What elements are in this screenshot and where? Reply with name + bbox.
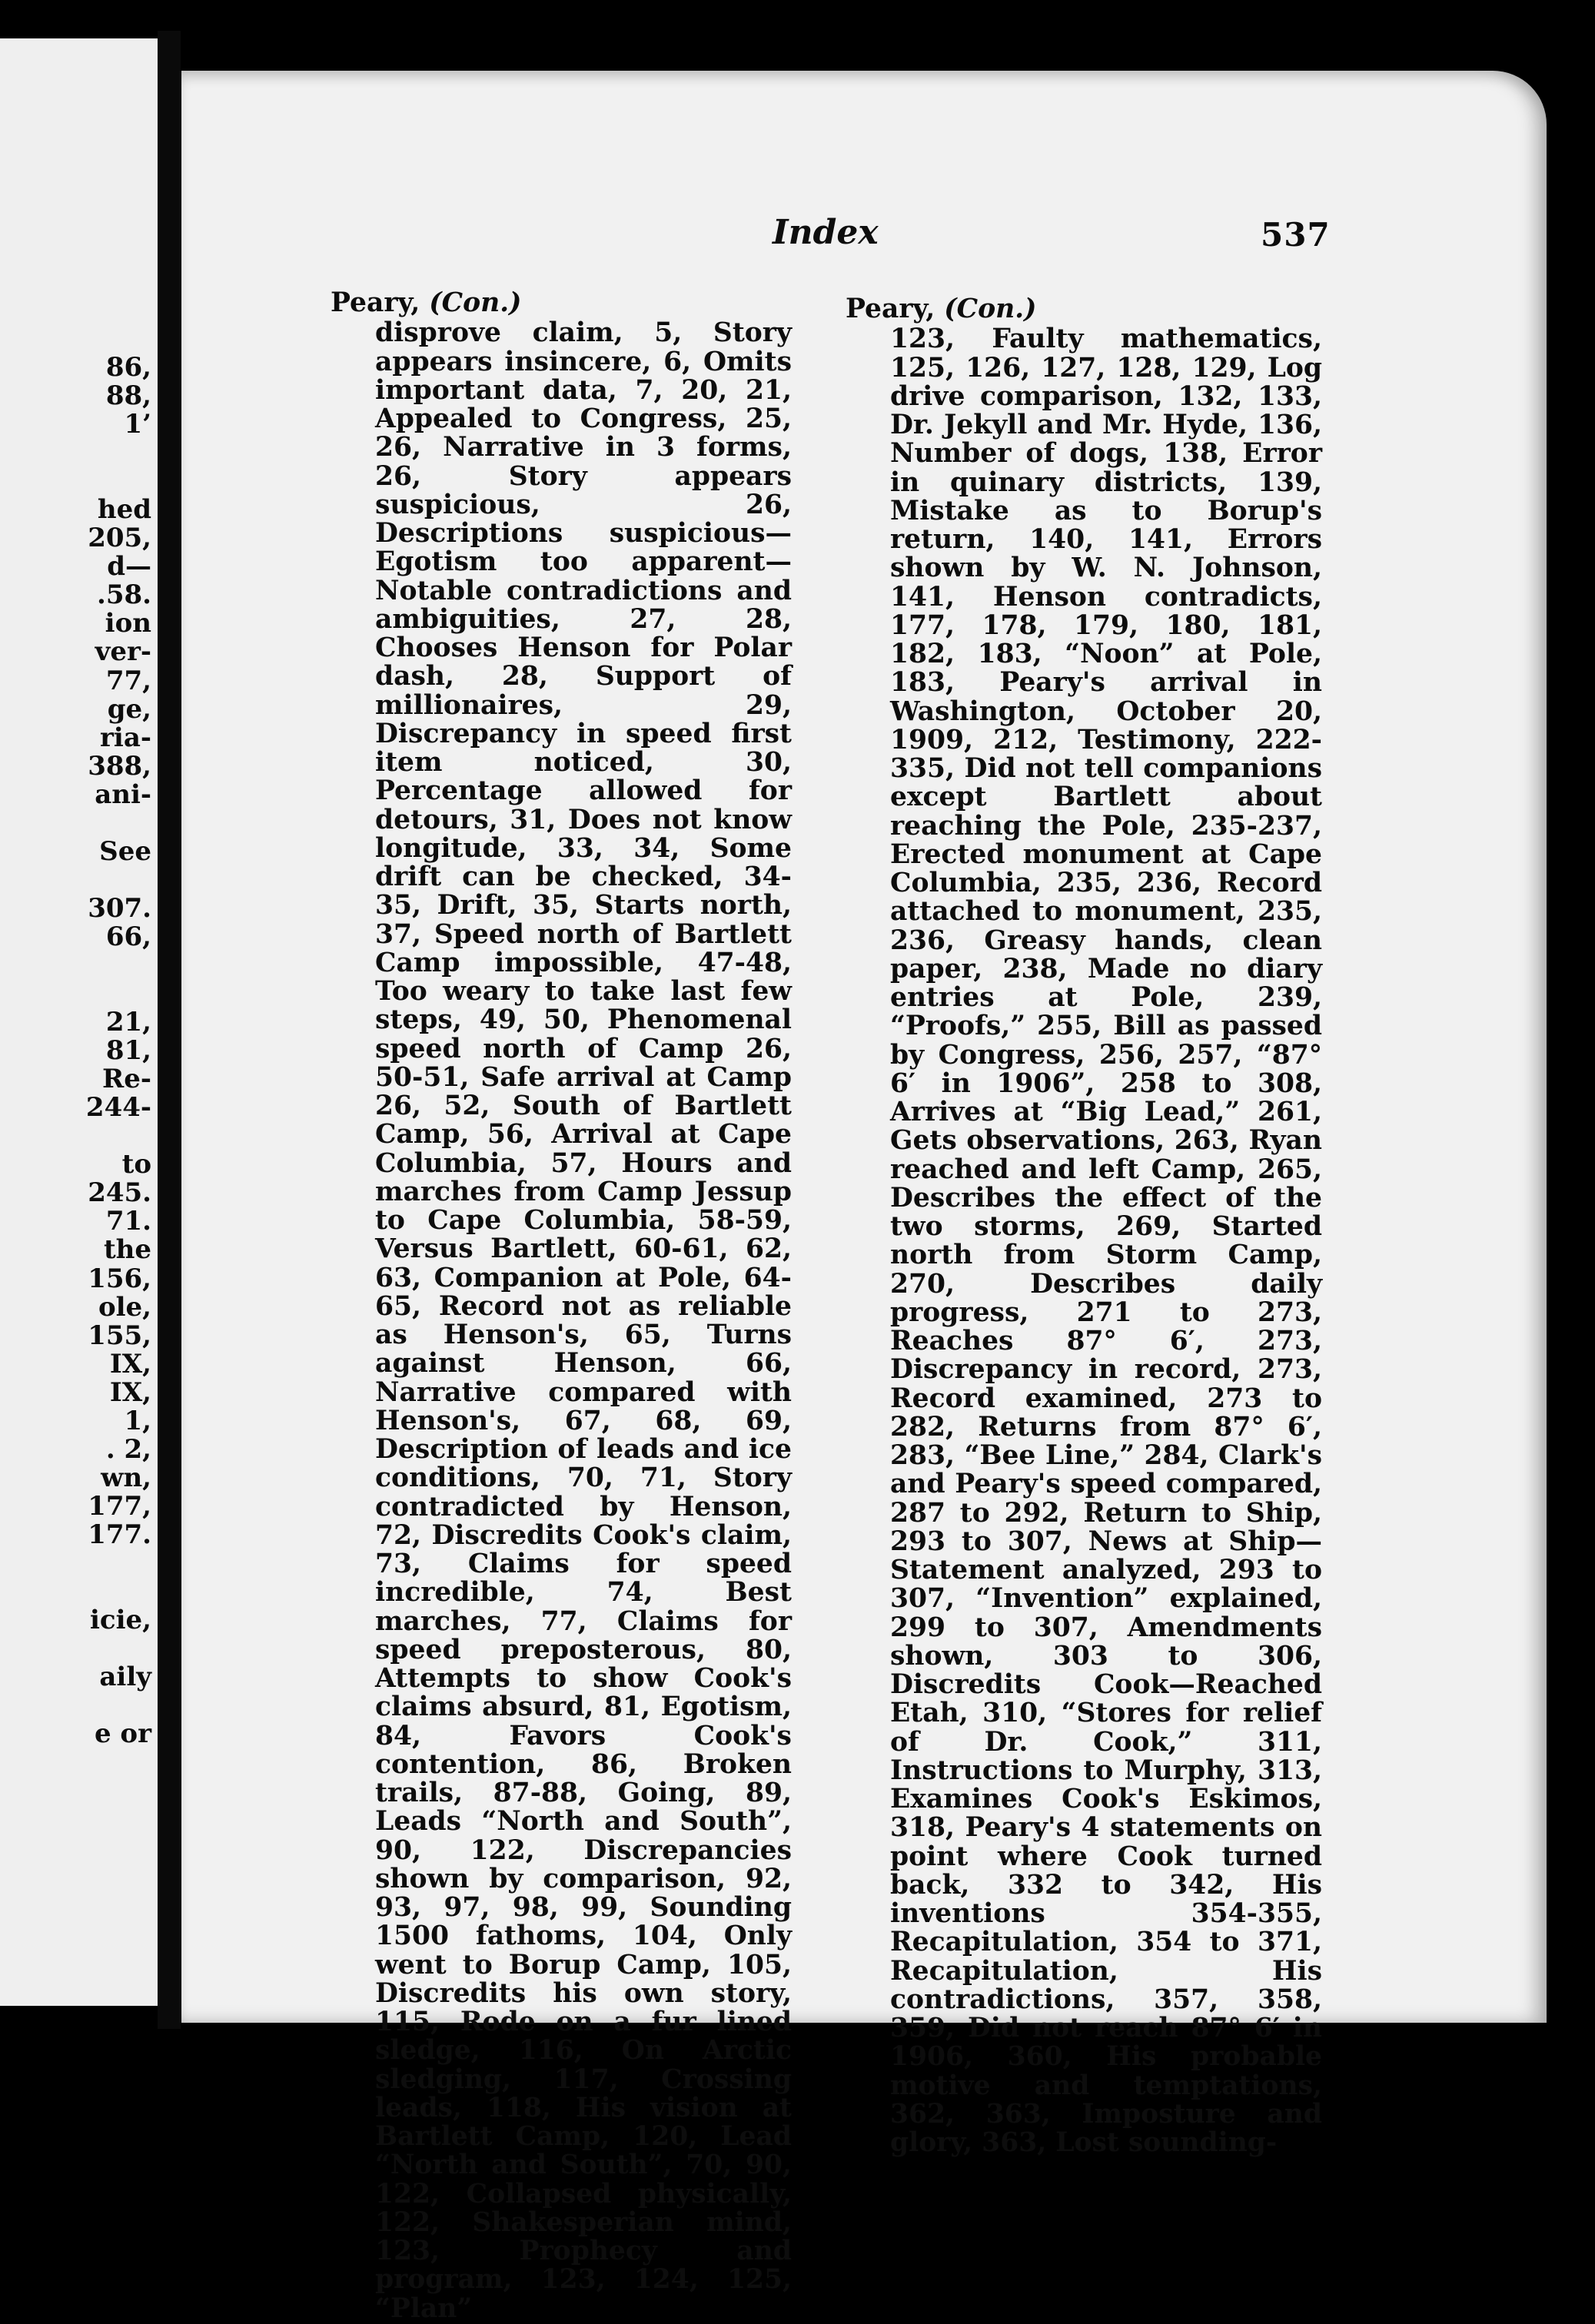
entry-name: Peary, bbox=[331, 287, 420, 318]
index-entry-body: disprove claim, 5, Story appears insincere, 6, Omits important data, 7, 20, 21, Appealed to Congress, 25, 26, Narrative in 3 forms, 26, Story appears suspicious, 26, Descriptions suspicious—Egotism too apparent—Notable contradictions and ambiguities, 27, 28, Chooses Henson for Polar dash, 28, Support of millionaires, 29, Discrepancy in speed first item noticed, 30, Percentage allowed for detours, 31, Does not know longitude, 33, 34, Some drift can be checked, 34-35, Drift, 35, Starts north, 37, Speed north of Bartlett Camp impossible, 47-48, Too weary to take last few steps, 49, 50, Phenomenal speed north of Camp 26, 50-51, Safe arrival at Camp 26, 52, South of Bartlett Camp, 56, Arrival at Cape Columbia, 57, Hours and marches from Camp Jessup to Cape Columbia, 58-59, Versus Bartlett, 60-61, 62, 63, Companion at Pole, 64-65, Record not as reliable as Henson's, 65, Turns against Henson, 66, Narrative compared with Henson's, 67, 68, 69, Description of leads and ice conditions, 70, 71, Story contradicted by Henson, 72, Discredits Cook's claim, 73, Claims for speed incredible, 74, Best marches, 77, Claims for speed preposterous, 80, Attempts to show Cook's claims absurd, 81, Egotism, 84, Favors Cook's contention, 86, Broken trails, 87-88, Going, 89, Leads “North and South”, 90, 122, Discrepancies shown by comparison, 92, 93, 97, 98, 99, Sounding 1500 fathoms, 104, Only went to Borup Camp, 105, Discredits his own story, 115, Rode on a fur lined sledge, 116, On Arctic sledging, 117, Crossing leads, 118, His vision at Bartlett Camp, 120, Lead “North and South”, 70, 90, 122, Collapsed physically, 122, Shakesperian mind, 123, Prophecy and program, 123, 124, 125, “Plan” bbox=[375, 317, 792, 2324]
running-head-title: Index bbox=[773, 213, 879, 252]
page-number: 537 bbox=[1261, 216, 1331, 254]
entry-continued-label: (Con.) bbox=[429, 287, 522, 318]
entry-name: Peary, bbox=[846, 294, 935, 324]
facing-page bbox=[0, 38, 158, 2006]
index-entry-heading bbox=[846, 295, 1322, 324]
index-entry-body: 123, Faulty mathematics, 125, 126, 127, 128, 129, Log drive comparison, 132, 133, Dr. Jekyll and Mr. Hyde, 136, Number of dogs, 138, Error in quinary districts, 139, Mistake as to Borup's return, 140, 141, Errors shown by W. N. Johnson, 141, Henson contradicts, 177, 178, 179, 180, 181, 182, 183, “Noon” at Pole, 183, Peary's arrival in Washington, October 20, 1909, 212, Testimony, 222-335, Did not tell companions except Bartlett about reaching the Pole, 235-237, Erected monument at Cape Columbia, 235, 236, Record attached to monument, 235, 236, Greasy hands, clean paper, 238, Made no diary entries at Pole, 239, “Proofs,” 255, Bill as passed by Congress, 256, 257, “87° 6′ in 1906”, 258 to 308, Arrives at “Big Lead,” 261, Gets observations, 263, Ryan reached and left Camp, 265, Describes the effect of the two storms, 269, Started north from Storm Camp, 270, Describes daily progress, 271 to 273, Reaches 87° 6′, 273, Discrepancy in record, 273, Record examined, 273 to 282, Returns from 87° 6′, 283, “Bee Line,” 284, Clark's and Peary's speed compared, 287 to 292, Return to Ship, 293 to 307, News at Ship—Statement analyzed, 293 to 307, “Invention” explained, 299 to 307, Amendments shown, 303 to 306, Discredits Cook—Reached Etah, 310, “Stores for relief of Dr. Cook,” 311, Instructions to Murphy, 313, Examines Cook's Eskimos, 318, Peary's 4 statements on point where Cook turned back, 332 to 342, His inventions 354-355, Recapitulation, 354 to 371, Recapitulation, His contradictions, 357, 358, 359, Did not reach 87° 6′ in 1906, 360, His probable motive and temptations, 362, 363, Imposture and glory, 363, Lost sounding- bbox=[890, 324, 1322, 2158]
index-entry-heading bbox=[331, 289, 792, 317]
index-column-right bbox=[846, 295, 1322, 2157]
entry-continued-label: (Con.) bbox=[944, 294, 1037, 324]
facing-page-text-fragments: 86, 88, 1’ hed 205, d— .58. ion ver- 77, ge, ria- 388, ani- See 307. 66, 21, 81, Re- 244- to 245. 71. the 156, ole, 155, IX, IX, 1, . 2, wn, 177, 177. icie, aily e or bbox=[85, 352, 151, 1750]
book-gutter bbox=[158, 31, 181, 2029]
index-column-left bbox=[331, 289, 792, 2323]
